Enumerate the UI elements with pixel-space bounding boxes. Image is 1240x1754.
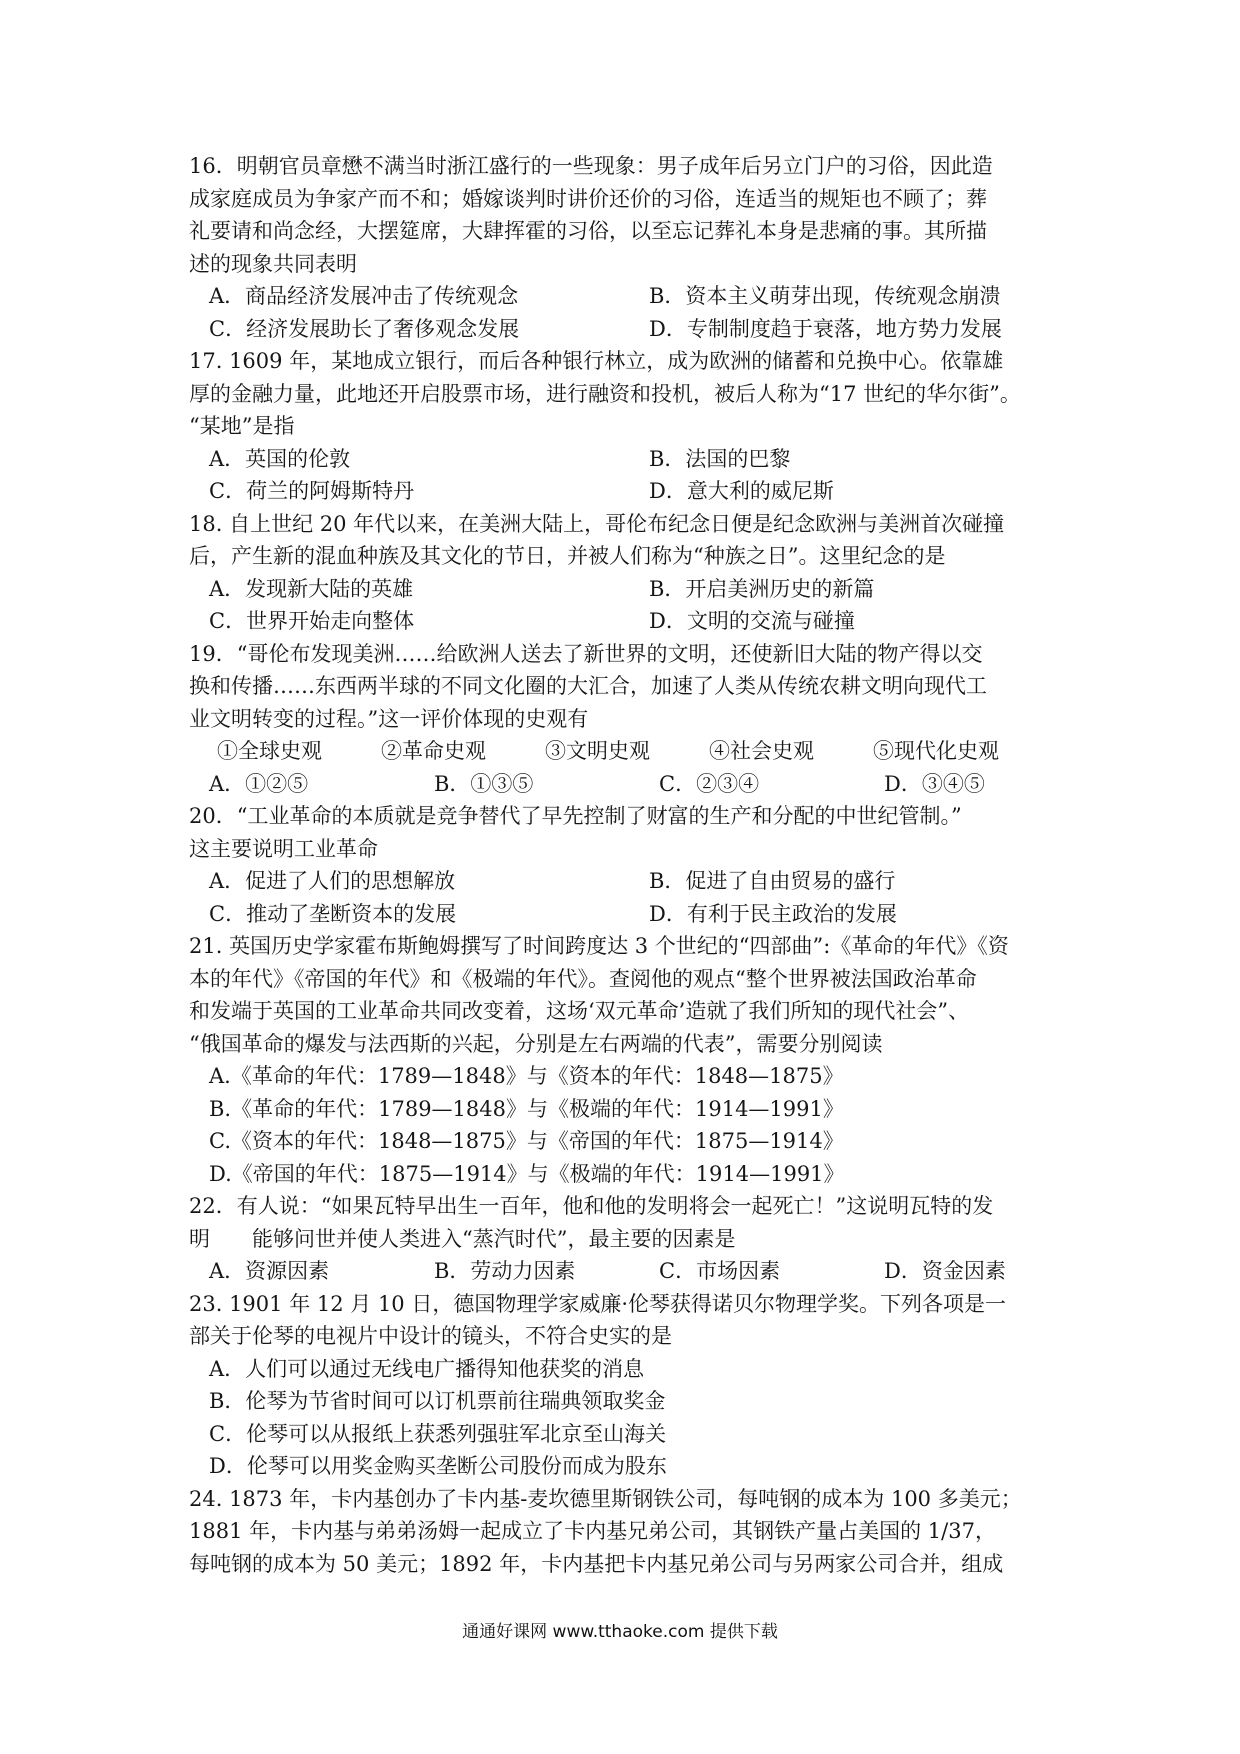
question-16: [189, 150, 1069, 345]
option-d: D．专制制度趋于衰落，地方势力发展: [649, 316, 1002, 341]
statement-choices-row: [189, 735, 1069, 768]
question-21: [189, 930, 1069, 1190]
question-stem-line: 23. 1901 年 12 月 10 日，德国物理学家威廉·伦琴获得诺贝尔物理学奖。下列各项是一: [189, 1291, 1007, 1316]
question-stem-line: “某地”是指: [189, 414, 295, 438]
question-22: [189, 1190, 1069, 1288]
option-d: D．意大利的威尼斯: [649, 479, 834, 503]
option-a: A.《革命的年代：1789—1848》与《资本的年代：1848—1875》: [209, 1064, 844, 1088]
question-stem-line: 20．“工业革命的本质就是竞争替代了早先控制了财富的生产和分配的中世纪管制。”: [189, 804, 962, 828]
option-a: A．发现新大陆的英雄: [209, 576, 414, 601]
question-stem-line: 18. 自上世纪 20 年代以来，在美洲大陆上，哥伦布纪念日便是纪念欧洲与美洲首次碰撞: [189, 511, 1005, 536]
option-b: B．伦琴为节省时间可以订机票前往瑞典领取奖金: [209, 1389, 666, 1413]
question-stem-line: 礼要请和尚念经，大摆筵席，大肆挥霍的习俗，以至忘记葬礼本身是悲痛的事。其所描: [189, 219, 987, 243]
question-stem-line: 和发端于英国的工业革命共同改变着，这场‘双元革命’造就了我们所知的现代社会”、: [189, 999, 970, 1023]
options-row: [189, 898, 1069, 931]
statement-choice: ④社会史观: [709, 739, 814, 763]
option-b: B．开启美洲历史的新篇: [649, 576, 875, 601]
option-c: C．经济发展助长了奢侈观念发展: [209, 316, 520, 341]
question-stem-line: 厚的金融力量，此地还开启股票市场，进行融资和投机，被后人称为“17 世纪的华尔街”。: [189, 381, 1021, 406]
statement-choice: ①全球史观: [217, 739, 322, 763]
option-a: A．商品经济发展冲击了传统观念: [209, 284, 519, 308]
options-row: [189, 605, 1069, 638]
question-18: [189, 508, 1069, 638]
question-stem-line: 换和传播……东西两半球的不同文化圈的大汇合，加速了人类从传统农耕文明向现代工: [189, 674, 987, 698]
statement-choice: ⑤现代化史观: [873, 739, 999, 763]
exam-page-content: [189, 150, 1069, 1580]
question-19: [189, 638, 1069, 801]
option-a: A．①②⑤: [209, 771, 309, 796]
question-stem-line: “俄国革命的爆发与法西斯的兴起，分别是左右两端的代表”，需要分别阅读: [189, 1031, 883, 1056]
option-a: A．促进了人们的思想解放: [209, 869, 456, 893]
options-row: [189, 1255, 1069, 1288]
question-stem-line: 部关于伦琴的电视片中设计的镜头，不符合史实的是: [189, 1324, 672, 1348]
question-stem-line: 每吨钢的成本为 50 美元；1892 年，卡内基把卡内基兄弟公司与另两家公司合并，组成: [189, 1551, 1004, 1576]
statement-choice: ③文明史观: [545, 739, 650, 763]
option-b: B．促进了自由贸易的盛行: [649, 869, 896, 893]
question-stem-line: 24. 1873 年，卡内基创办了卡内基-麦坎德里斯钢铁公司，每吨钢的成本为 100 多美元；: [189, 1486, 1022, 1511]
option-c: C．②③④: [659, 771, 760, 796]
options-row: [189, 280, 1069, 313]
question-stem-line: 本的年代》《帝国的年代》和《极端的年代》。查阅他的观点“整个世界被法国政治革命: [189, 966, 977, 991]
question-24: [189, 1483, 1069, 1581]
option-c: C．荷兰的阿姆斯特丹: [209, 479, 415, 503]
question-stem-line: 22．有人说：“如果瓦特早出生一百年，他和他的发明将会一起死亡！”这说明瓦特的发: [189, 1194, 994, 1218]
options-row: [189, 768, 1069, 801]
option-c: C．推动了垄断资本的发展: [209, 901, 457, 926]
options-row: [189, 573, 1069, 606]
option-d: D．③④⑤: [884, 771, 985, 796]
option-d: D．有利于民主政治的发展: [649, 901, 897, 926]
question-23: [189, 1288, 1069, 1483]
option-b: B．资本主义萌芽出现，传统观念崩溃: [649, 284, 1001, 308]
question-stem-line: 后，产生新的混血种族及其文化的节日，并被人们称为“种族之日”。这里纪念的是: [189, 544, 946, 568]
question-stem-line: 述的现象共同表明: [189, 251, 357, 276]
option-b: B．法国的巴黎: [649, 446, 791, 471]
statement-choice: ②革命史观: [381, 739, 486, 763]
question-stem-line: 业文明转变的过程。”这一评价体现的史观有: [189, 706, 589, 731]
question-20: [189, 800, 1069, 930]
option-a: A．人们可以通过无线电广播得知他获奖的消息: [209, 1356, 645, 1381]
option-c: C．世界开始走向整体: [209, 609, 415, 633]
option-c: C．伦琴可以从报纸上获悉列强驻军北京至山海关: [209, 1421, 667, 1446]
option-a: A．英国的伦敦: [209, 446, 351, 471]
option-b: B．劳动力因素: [434, 1259, 576, 1283]
options-row: [189, 443, 1069, 476]
question-stem-line: 19．“哥伦布发现美洲……给欧洲人送去了新世界的文明，还使新旧大陆的物产得以交: [189, 641, 983, 666]
question-stem-line: 这主要说明工业革命: [189, 836, 378, 861]
option-b: B.《革命的年代：1789—1848》与《极端的年代：1914—1991》: [209, 1096, 844, 1121]
option-a: A．资源因素: [209, 1259, 330, 1283]
question-stem-line: 17. 1609 年，某地成立银行，而后各种银行林立，成为欧洲的储蓄和兑换中心。依靠雄: [189, 349, 1004, 373]
question-stem-line: 21. 英国历史学家霍布斯鲍姆撰写了时间跨度达 3 个世纪的“四部曲”:《革命的年代》《资: [189, 934, 1009, 958]
question-17: [189, 345, 1069, 508]
question-stem-line: 1881 年，卡内基与弟弟汤姆一起成立了卡内基兄弟公司，其钢铁产量占美国的 1/37，: [189, 1519, 996, 1543]
option-d: D．伦琴可以用奖金购买垄断公司股份而成为股东: [209, 1454, 667, 1478]
option-d: D.《帝国的年代：1875—1914》与《极端的年代：1914—1991》: [209, 1161, 845, 1186]
question-stem-line: 明 能够问世并使人类进入“蒸汽时代”，最主要的因素是: [189, 1226, 736, 1251]
options-row: [189, 475, 1069, 508]
options-row: [189, 865, 1069, 898]
option-c: C.《资本的年代：1848—1875》与《帝国的年代：1875—1914》: [209, 1129, 844, 1153]
options-row: [189, 313, 1069, 346]
question-stem-line: 成家庭成员为争家产而不和；婚嫁谈判时讲价还价的习俗，连适当的规矩也不顾了；葬: [189, 186, 987, 211]
option-d: D．资金因素: [884, 1259, 1006, 1283]
page-footer: 通通好课网 www.tthaoke.com 提供下载: [462, 1622, 778, 1642]
option-c: C．市场因素: [659, 1259, 781, 1283]
option-b: B．①③⑤: [434, 771, 534, 796]
option-d: D．文明的交流与碰撞: [649, 609, 855, 633]
question-stem-line: 16．明朝官员章懋不满当时浙江盛行的一些现象：男子成年后另立门户的习俗，因此造: [189, 154, 993, 178]
